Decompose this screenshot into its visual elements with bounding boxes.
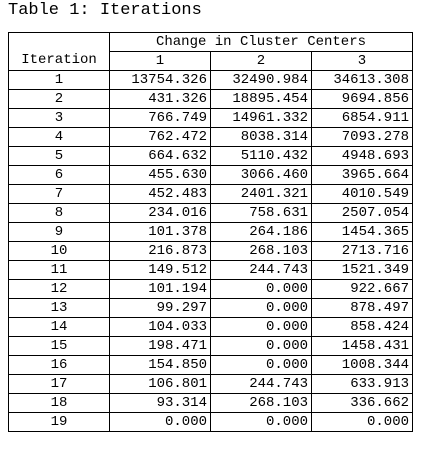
cluster-3-change-cell: 34613.308 [312,71,413,90]
table-row [9,147,413,166]
table-row [9,242,413,261]
cluster-1-change-cell: 766.749 [110,109,211,128]
table-row [9,356,413,375]
iteration-cell: 15 [9,337,110,356]
column-header-1: 1 [110,52,211,71]
table-title: Table 1: Iterations [8,1,202,20]
iteration-cell: 4 [9,128,110,147]
iteration-cell: 11 [9,261,110,280]
cluster-1-change-cell: 431.326 [110,90,211,109]
table-row [9,299,413,318]
table-row [9,280,413,299]
header-corner-cell [9,33,110,52]
cluster-2-change-cell: 2401.321 [211,185,312,204]
column-header-2: 2 [211,52,312,71]
cluster-3-change-cell: 922.667 [312,280,413,299]
iteration-cell: 1 [9,71,110,90]
cluster-2-change-cell: 758.631 [211,204,312,223]
cluster-3-change-cell: 3965.664 [312,166,413,185]
table-row [9,109,413,128]
cluster-1-change-cell: 106.801 [110,375,211,394]
table-row [9,375,413,394]
iteration-cell: 16 [9,356,110,375]
table-row [9,166,413,185]
cluster-2-change-cell: 5110.432 [211,147,312,166]
cluster-2-change-cell: 0.000 [211,280,312,299]
table-row [9,185,413,204]
table-row [9,394,413,413]
cluster-2-change-cell: 0.000 [211,356,312,375]
cluster-3-change-cell: 858.424 [312,318,413,337]
iteration-cell: 19 [9,413,110,432]
table-row [9,318,413,337]
iteration-cell: 9 [9,223,110,242]
table-body [9,71,413,432]
iteration-cell: 7 [9,185,110,204]
header-row-group [9,33,413,52]
iteration-cell: 3 [9,109,110,128]
table-row [9,413,413,432]
table-row [9,223,413,242]
cluster-3-change-cell: 1454.365 [312,223,413,242]
cluster-2-change-cell: 0.000 [211,299,312,318]
cluster-3-change-cell: 633.913 [312,375,413,394]
iterations-table [8,32,413,432]
header-row-columns [9,52,413,71]
cluster-1-change-cell: 664.632 [110,147,211,166]
cluster-3-change-cell: 1008.344 [312,356,413,375]
iteration-cell: 12 [9,280,110,299]
column-header-3: 3 [312,52,413,71]
cluster-1-change-cell: 149.512 [110,261,211,280]
table-row [9,90,413,109]
cluster-3-change-cell: 9694.856 [312,90,413,109]
cluster-1-change-cell: 198.471 [110,337,211,356]
cluster-2-change-cell: 244.743 [211,261,312,280]
cluster-3-change-cell: 4010.549 [312,185,413,204]
cluster-1-change-cell: 762.472 [110,128,211,147]
cluster-1-change-cell: 216.873 [110,242,211,261]
cluster-3-change-cell: 336.662 [312,394,413,413]
cluster-3-change-cell: 4948.693 [312,147,413,166]
table-row [9,71,413,90]
group-header-cell: Change in Cluster Centers [110,33,413,52]
iteration-cell: 14 [9,318,110,337]
cluster-1-change-cell: 154.850 [110,356,211,375]
cluster-3-change-cell: 0.000 [312,413,413,432]
iteration-cell: 6 [9,166,110,185]
cluster-1-change-cell: 452.483 [110,185,211,204]
cluster-2-change-cell: 268.103 [211,394,312,413]
cluster-3-change-cell: 1458.431 [312,337,413,356]
cluster-2-change-cell: 14961.332 [211,109,312,128]
table-row [9,261,413,280]
cluster-2-change-cell: 32490.984 [211,71,312,90]
iteration-cell: 17 [9,375,110,394]
row-header-cell: Iteration [9,52,110,71]
cluster-2-change-cell: 244.743 [211,375,312,394]
table-row [9,128,413,147]
cluster-3-change-cell: 7093.278 [312,128,413,147]
cluster-1-change-cell: 234.016 [110,204,211,223]
cluster-1-change-cell: 0.000 [110,413,211,432]
cluster-2-change-cell: 264.186 [211,223,312,242]
cluster-1-change-cell: 13754.326 [110,71,211,90]
cluster-2-change-cell: 0.000 [211,318,312,337]
table-row [9,204,413,223]
iteration-cell: 10 [9,242,110,261]
cluster-1-change-cell: 101.378 [110,223,211,242]
table-row [9,337,413,356]
table-header [9,33,413,71]
iteration-cell: 18 [9,394,110,413]
cluster-1-change-cell: 104.033 [110,318,211,337]
iteration-cell: 2 [9,90,110,109]
cluster-2-change-cell: 3066.460 [211,166,312,185]
iteration-cell: 8 [9,204,110,223]
cluster-2-change-cell: 18895.454 [211,90,312,109]
cluster-2-change-cell: 268.103 [211,242,312,261]
cluster-2-change-cell: 0.000 [211,337,312,356]
cluster-1-change-cell: 93.314 [110,394,211,413]
cluster-3-change-cell: 2507.054 [312,204,413,223]
cluster-1-change-cell: 101.194 [110,280,211,299]
cluster-1-change-cell: 455.630 [110,166,211,185]
cluster-1-change-cell: 99.297 [110,299,211,318]
iteration-cell: 5 [9,147,110,166]
cluster-2-change-cell: 0.000 [211,413,312,432]
cluster-3-change-cell: 1521.349 [312,261,413,280]
cluster-2-change-cell: 8038.314 [211,128,312,147]
iteration-cell: 13 [9,299,110,318]
cluster-3-change-cell: 878.497 [312,299,413,318]
cluster-3-change-cell: 2713.716 [312,242,413,261]
cluster-3-change-cell: 6854.911 [312,109,413,128]
